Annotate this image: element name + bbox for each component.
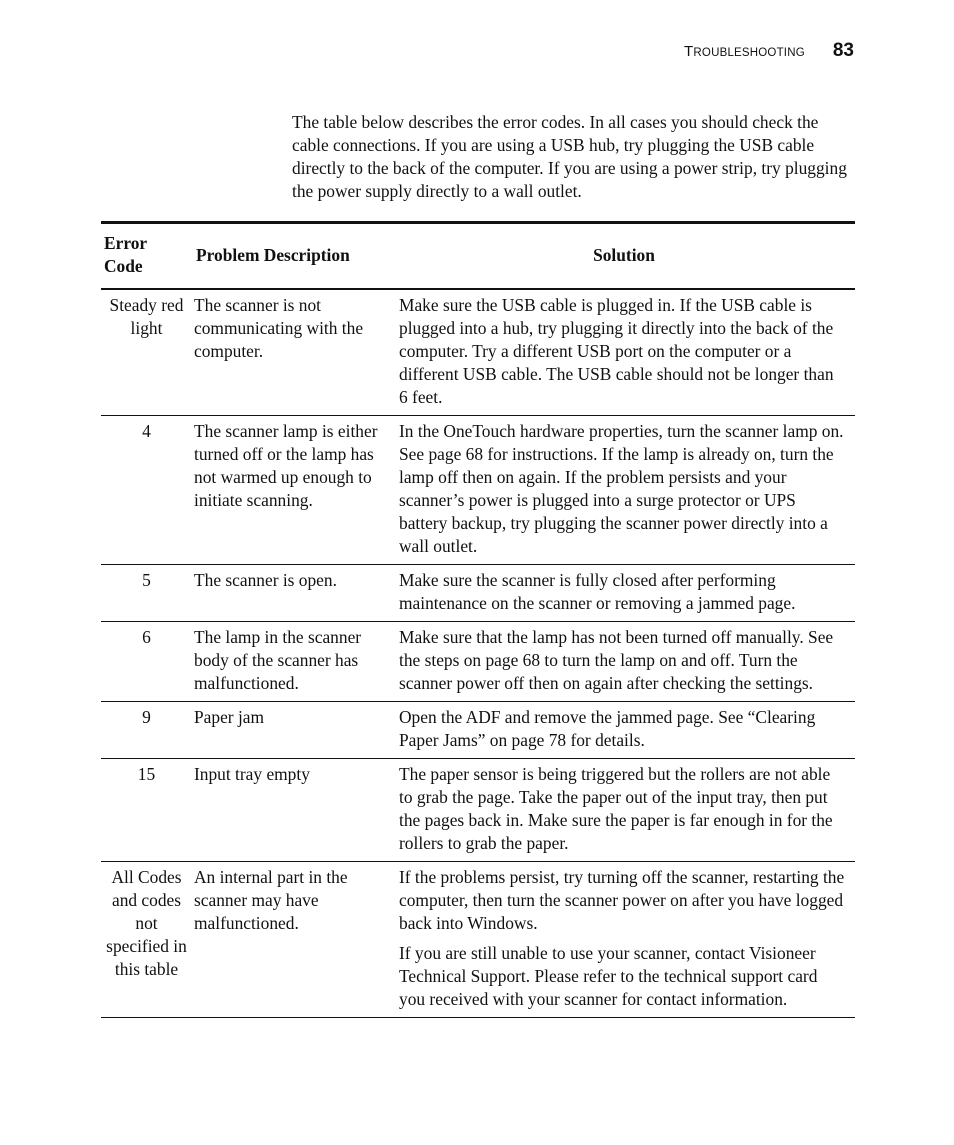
solution-cell bbox=[393, 702, 855, 759]
solution-cell bbox=[393, 862, 855, 1018]
solution-cell bbox=[393, 289, 855, 416]
table-row bbox=[101, 702, 855, 759]
solution-cell bbox=[393, 416, 855, 565]
table-header-row bbox=[101, 223, 855, 290]
solution-paragraph: Make sure the USB cable is plugged in. If the USB cable is plugged into a hub, try plugging it directly into the back of the computer. Try a different USB port on the computer or a different USB cable. The USB cable should not be longer than 6 feet. bbox=[399, 295, 834, 407]
solution-paragraph: Make sure that the lamp has not been turned off manually. See the steps on page 68 to turn the lamp on and off. Turn the scanner power off then on again after checking the settings. bbox=[399, 627, 834, 693]
error-code-cell: 6 bbox=[142, 627, 151, 647]
error-code-cell: All Codes and codes not specified in this table bbox=[106, 867, 187, 979]
problem-description-cell: The lamp in the scanner body of the scanner has malfunctioned. bbox=[194, 627, 362, 693]
section-title-initial: T bbox=[684, 43, 694, 60]
problem-description-cell: The scanner is not communicating with the computer. bbox=[194, 295, 364, 361]
solution-cell bbox=[393, 565, 855, 622]
solution-cell bbox=[393, 622, 855, 702]
table-header bbox=[101, 223, 855, 290]
solution-paragraph: In the OneTouch hardware properties, turn the scanner lamp on. See page 68 for instructions. If the lamp is already on, turn the lamp off then on again. If the problem persists and your scanner’s power is plugged into a surge protector or UPS battery backup, try plugging the scanner power directly into a wall outlet. bbox=[399, 421, 844, 556]
column-header-error-code: Error Code bbox=[104, 233, 147, 276]
problem-description-cell: Paper jam bbox=[194, 707, 265, 727]
solution-paragraph: If the problems persist, try turning off the scanner, restarting the computer, then turn the scanner power on after you have logged back into Windows. bbox=[399, 867, 845, 933]
section-title bbox=[684, 43, 805, 60]
table-row bbox=[101, 565, 855, 622]
table-row bbox=[101, 622, 855, 702]
problem-description-cell: Input tray empty bbox=[194, 764, 310, 784]
table-row bbox=[101, 416, 855, 565]
table-row bbox=[101, 759, 855, 862]
column-header-problem-description: Problem Description bbox=[196, 244, 350, 265]
error-code-cell: 15 bbox=[137, 764, 156, 784]
problem-description-cell: An internal part in the scanner may have malfunctioned. bbox=[194, 867, 348, 933]
error-code-cell: 4 bbox=[142, 421, 151, 441]
section-title-rest: ROUBLESHOOTING bbox=[693, 47, 805, 59]
table-body bbox=[101, 289, 855, 1018]
error-code-cell: Steady red light bbox=[109, 295, 184, 338]
page-number: 83 bbox=[832, 40, 854, 61]
running-header bbox=[684, 40, 854, 62]
error-code-table bbox=[101, 221, 855, 1018]
solution-cell bbox=[393, 759, 855, 862]
problem-description-cell: The scanner lamp is either turned off or the lamp has not warmed up enough to initiate scanning. bbox=[194, 421, 378, 510]
table-row bbox=[101, 862, 855, 1018]
error-code-cell: 9 bbox=[142, 707, 151, 727]
column-header-solution: Solution bbox=[593, 244, 655, 265]
error-code-cell: 5 bbox=[142, 570, 151, 590]
intro-paragraph: The table below describes the error codes. In all cases you should check the cable connections. If you are using a USB hub, try plugging the USB cable directly to the back of the computer. If you are using a power strip, try plugging the power supply directly to a wall outlet. bbox=[292, 112, 847, 201]
solution-paragraph: The paper sensor is being triggered but the rollers are not able to grab the page. Take the paper out of the input tray, then put the pages back in. Make sure the paper is far enough in for the rollers to grab the paper. bbox=[399, 764, 833, 853]
solution-paragraph: If you are still unable to use your scanner, contact Visioneer Technical Support. Please refer to the technical support card you received with your scanner for contact information. bbox=[399, 943, 818, 1009]
problem-description-cell: The scanner is open. bbox=[194, 570, 337, 590]
solution-paragraph: Make sure the scanner is fully closed after performing maintenance on the scanner or removing a jammed page. bbox=[399, 570, 796, 613]
table-row bbox=[101, 289, 855, 416]
solution-paragraph: Open the ADF and remove the jammed page. See “Clearing Paper Jams” on page 78 for details. bbox=[399, 707, 816, 750]
